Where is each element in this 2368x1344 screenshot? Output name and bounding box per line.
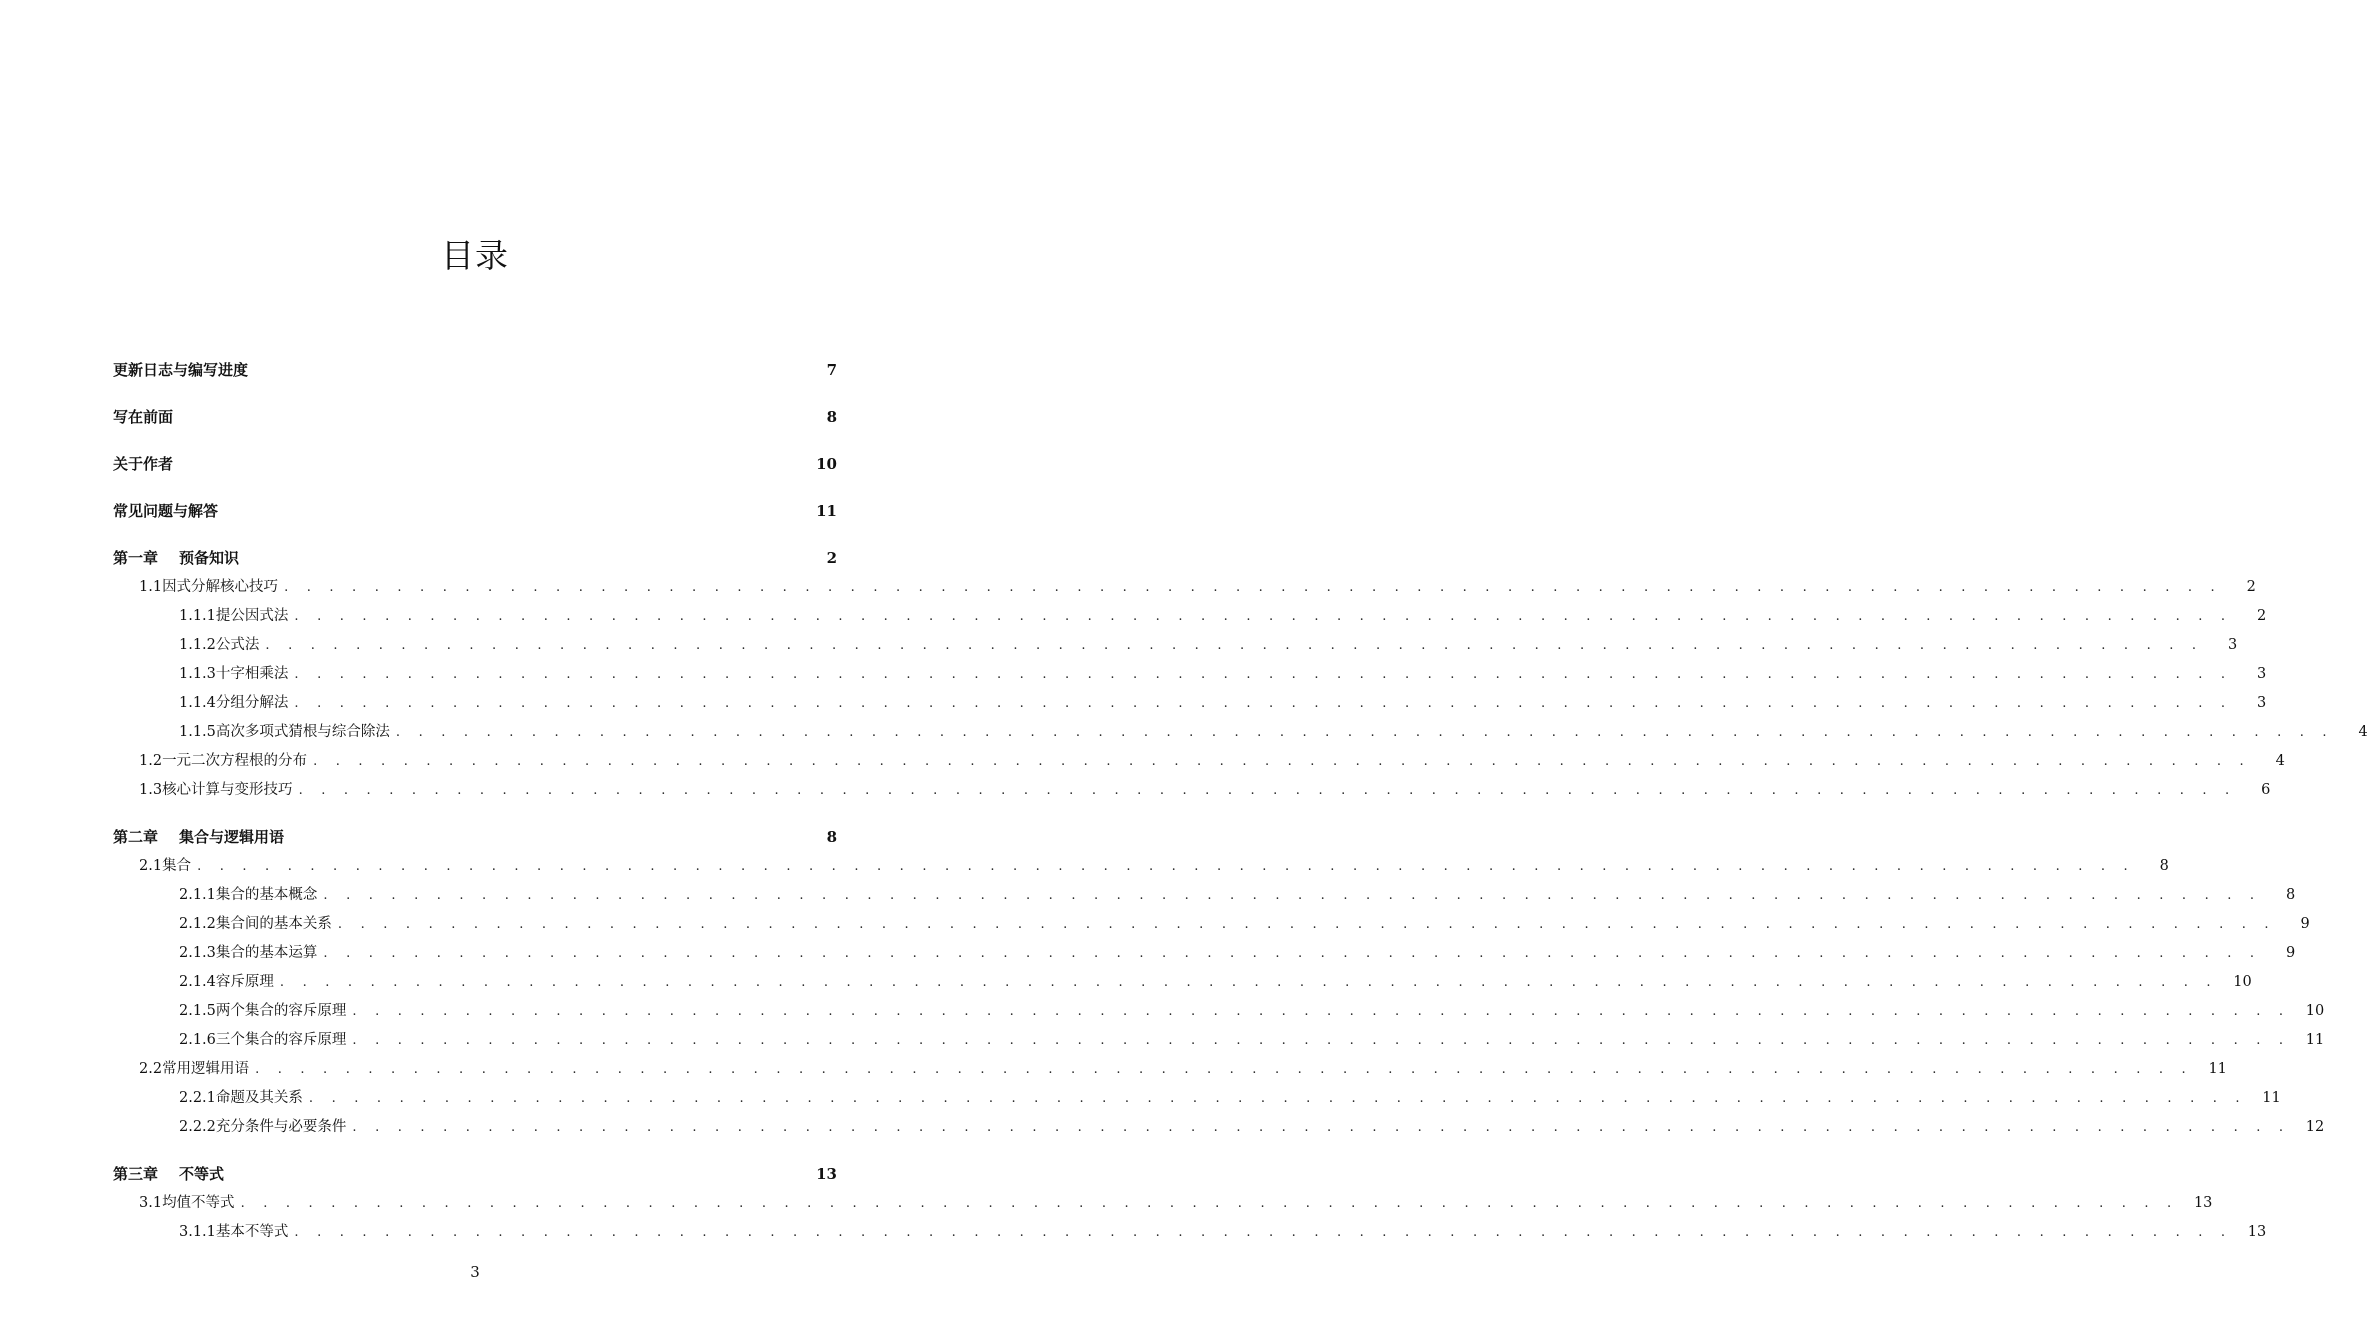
- toc-entry-subsection[interactable]: [113, 689, 2267, 718]
- toc-entry-subsection[interactable]: [113, 881, 2296, 910]
- dot-leader: . . . . . . . . . . . . . . . . . . . . . . . . . . . . . . . . . . . . . . . . . . . . . . . . . . . . . . . . . . . . . . . . . . . . . . . . . . . . . . . . . . . . . .: [298, 783, 2237, 798]
- dot-leader: . . . . . . . . . . . . . . . . . . . . . . . . . . . . . . . . . . . . . . . . . . . . . . . . . . . . . . . . . . . . . . . . . . . . . . . . . . . . . . . . . . . . . .: [284, 580, 2222, 595]
- toc-entry-section[interactable]: [113, 573, 2256, 602]
- dot-leader: . . . . . . . . . . . . . . . . . . . . . . . . . . . . . . . . . . . . . . . . . . . . . . . . . . . . . . . . . . . . . . . . . . . . . . . . . . . . . . . . . . . . . .: [294, 1225, 2233, 1240]
- toc-entry-page-number: 10: [816, 455, 837, 473]
- dot-leader: . . . . . . . . . . . . . . . . . . . . . . . . . . . . . . . . . . . . . . . . . . . . . . . . . . . . . . . . . . . . . . . . . . . . . . . . . . . . . . . . . . . . . .: [352, 1120, 2291, 1135]
- toc-entry-front-matter[interactable]: [113, 403, 837, 432]
- toc-section-number: 2.2: [139, 1061, 163, 1077]
- toc-section-number: 1.1: [139, 579, 163, 595]
- dot-leader: . . . . . . . . . . . . . . . . . . . . . . . . . . . . . . . . . . . . . . . . . . . . . . . . . . . . . . . . . . . . . . . . . . . . . . . . . . . . . . . . . . . . . .: [313, 754, 2251, 769]
- toc-entry-page-number: 8: [826, 408, 837, 426]
- toc-chapter-page-number: 13: [816, 1165, 837, 1183]
- toc-entry-front-matter[interactable]: [113, 356, 837, 385]
- toc-chapter-label: 预备知识: [179, 549, 240, 567]
- toc-section-number: 3.1: [139, 1195, 163, 1211]
- toc-subsection-page-number: 4: [2358, 724, 2368, 740]
- toc-subsection-label: 两个集合的容斥原理: [215, 1003, 347, 1019]
- toc-entry-page-number: 7: [826, 361, 837, 379]
- dot-leader: . . . . . . . . . . . . . . . . . . . . . . . . . . . . . . . . . . . . . . . . . . . . . . . . . . . . . . . . . . . . . . . . . . . . . . . . . . . . . . . . . . . . . .: [323, 946, 2262, 961]
- toc-subsection-label: 充分条件与必要条件: [215, 1119, 347, 1135]
- toc-subsection-page-number: 12: [2305, 1119, 2325, 1135]
- toc-entry-subsection[interactable]: [113, 631, 2238, 660]
- toc-section-number: 1.3: [139, 782, 163, 798]
- page-number-footer: 3: [470, 1263, 480, 1281]
- toc-subsection-label: 公式法: [215, 637, 260, 653]
- toc-subsection-label: 三个集合的容斥原理: [215, 1032, 347, 1048]
- toc-chapter-label: 不等式: [179, 1165, 225, 1183]
- dot-leader: . . . . . . . . . . . . . . . . . . . . . . . . . . . . . . . . . . . . . . . . . . . . . . . . . . . . . . . . . . . . . . . . . . . . . . . . . . . . . . . . . . . . . .: [337, 917, 2276, 932]
- toc-entry-chapter[interactable]: [113, 544, 837, 573]
- dot-leader: . . . . . . . . . . . . . . . . . . . . . . . . . . . . . . . . . . . . . . . . . . . . . . . . . . . . . . . . . . . . . . . . . . . . . . . . . . . . . . . . . . . . . .: [197, 859, 2135, 874]
- toc-subsection-label: 集合间的基本关系: [215, 916, 332, 932]
- dot-leader: . . . . . . . . . . . . . . . . . . . . . . . . . . . . . . . . . . . . . . . . . . . . . . . . . . . . . . . . . . . . . . . . . . . . . . . . . . . . . . . . . . . . . .: [352, 1033, 2291, 1048]
- toc-entry-subsection[interactable]: [113, 660, 2267, 689]
- toc-entry-label: 关于作者: [113, 455, 174, 473]
- dot-leader: . . . . . . . . . . . . . . . . . . . . . . . . . . . . . . . . . . . . . . . . . . . . . . . . . . . . . . . . . . . . . . . . . . . . . . . . . . . . . . . . . . . . . .: [255, 1062, 2193, 1077]
- dot-leader: . . . . . . . . . . . . . . . . . . . . . . . . . . . . . . . . . . . . . . . . . . . . . . . . . . . . . . . . . . . . . . . . . . . . . . . . . . . . . . . . . . . . . .: [265, 638, 2204, 653]
- toc-subsection-number: 3.1.1: [179, 1224, 216, 1240]
- toc-subsection-label: 提公因式法: [215, 608, 289, 624]
- toc-subsection-page-number: 11: [2262, 1090, 2281, 1106]
- toc-subsection-label: 基本不等式: [215, 1224, 289, 1240]
- toc-entry-subsection[interactable]: [113, 1084, 2281, 1113]
- toc-subsection-label: 命题及其关系: [215, 1090, 303, 1106]
- toc-entry-subsection[interactable]: [113, 718, 2368, 747]
- toc-section-label: 集合: [162, 858, 192, 874]
- dot-leader: . . . . . . . . . . . . . . . . . . . . . . . . . . . . . . . . . . . . . . . . . . . . . . . . . . . . . . . . . . . . . . . . . . . . . . . . . . . . . . . . . . . . . .: [395, 725, 2334, 740]
- toc-subsection-page-number: 9: [2300, 916, 2310, 932]
- toc-subsection-label: 高次多项式猜根与综合除法: [215, 724, 390, 740]
- toc-section-number: 1.2: [139, 753, 163, 769]
- toc-entry-chapter[interactable]: [113, 823, 837, 852]
- toc-subsection-number: 2.1.5: [179, 1003, 216, 1019]
- toc-subsection-number: 2.1.2: [179, 916, 216, 932]
- toc-entry-label: 常见问题与解答: [113, 502, 219, 520]
- toc-subsection-page-number: 10: [2305, 1003, 2325, 1019]
- toc-section-label: 均值不等式: [162, 1195, 235, 1211]
- toc-chapter-number: 第一章: [113, 549, 159, 567]
- toc-entry-subsection[interactable]: [113, 968, 2252, 997]
- toc-subsection-number: 1.1.2: [179, 637, 216, 653]
- toc-subsection-label: 集合的基本概念: [215, 887, 318, 903]
- toc-subsection-label: 集合的基本运算: [215, 945, 318, 961]
- toc-entry-front-matter[interactable]: [113, 497, 837, 526]
- dot-leader: . . . . . . . . . . . . . . . . . . . . . . . . . . . . . . . . . . . . . . . . . . . . . . . . . . . . . . . . . . . . . . . . . . . . . . . . . . . . . . . . . . . . . .: [352, 1004, 2291, 1019]
- toc-subsection-page-number: 10: [2233, 974, 2252, 990]
- toc-entry-chapter[interactable]: [113, 1160, 837, 1189]
- dot-leader: . . . . . . . . . . . . . . . . . . . . . . . . . . . . . . . . . . . . . . . . . . . . . . . . . . . . . . . . . . . . . . . . . . . . . . . . . . . . . . . . . . . . . .: [323, 888, 2262, 903]
- toc-section-label: 常用逻辑用语: [162, 1061, 250, 1077]
- toc-subsection-number: 2.1.1: [179, 887, 216, 903]
- toc-title: 目录: [441, 236, 509, 275]
- toc-entry-label: 写在前面: [113, 408, 174, 426]
- toc-entry-subsection[interactable]: [113, 1026, 2325, 1055]
- toc-section-page-number: 2: [2246, 579, 2256, 595]
- toc-entry-section[interactable]: [113, 852, 2169, 881]
- toc-subsection-number: 2.2.1: [179, 1090, 216, 1106]
- toc-entry-subsection[interactable]: [113, 1218, 2267, 1247]
- toc-entry-subsection[interactable]: [113, 1113, 2325, 1142]
- toc-entry-section[interactable]: [113, 1189, 2213, 1218]
- toc-section-page-number: 13: [2193, 1195, 2213, 1211]
- toc-subsection-label: 容斥原理: [215, 974, 274, 990]
- toc-entry-subsection[interactable]: [113, 910, 2310, 939]
- toc-section-page-number: 8: [2159, 858, 2169, 874]
- toc-section-label: 一元二次方程根的分布: [162, 753, 308, 769]
- toc-chapter-number: 第二章: [113, 828, 159, 846]
- toc-section-label: 核心计算与变形技巧: [162, 782, 293, 798]
- toc-subsection-label: 十字相乘法: [215, 666, 289, 682]
- toc-subsection-page-number: 3: [2257, 666, 2267, 682]
- toc-section-page-number: 4: [2275, 753, 2285, 769]
- toc-chapter-page-number: 2: [826, 549, 837, 567]
- toc-subsection-number: 2.1.6: [179, 1032, 216, 1048]
- toc-subsection-number: 1.1.3: [179, 666, 216, 682]
- toc-subsection-page-number: 9: [2286, 945, 2296, 961]
- toc-subsection-number: 2.1.4: [179, 974, 216, 990]
- dot-leader: . . . . . . . . . . . . . . . . . . . . . . . . . . . . . . . . . . . . . . . . . . . . . . . . . . . . . . . . . . . . . . . . . . . . . . . . . . . . . . . . . . . . . .: [240, 1196, 2179, 1211]
- toc-subsection-page-number: 11: [2305, 1032, 2325, 1048]
- toc-section-page-number: 6: [2261, 782, 2271, 798]
- toc-entry-section[interactable]: [113, 776, 2271, 805]
- toc-section-number: 2.1: [139, 858, 163, 874]
- dot-leader: . . . . . . . . . . . . . . . . . . . . . . . . . . . . . . . . . . . . . . . . . . . . . . . . . . . . . . . . . . . . . . . . . . . . . . . . . . . . . . . . . . . . . .: [294, 667, 2233, 682]
- toc-chapter-label: 集合与逻辑用语: [179, 828, 285, 846]
- dot-leader: . . . . . . . . . . . . . . . . . . . . . . . . . . . . . . . . . . . . . . . . . . . . . . . . . . . . . . . . . . . . . . . . . . . . . . . . . . . . . . . . . . . . . .: [294, 609, 2233, 624]
- toc-entry-front-matter[interactable]: [113, 450, 837, 479]
- toc-subsection-page-number: 13: [2247, 1224, 2267, 1240]
- toc-subsection-page-number: 3: [2228, 637, 2238, 653]
- dot-leader: . . . . . . . . . . . . . . . . . . . . . . . . . . . . . . . . . . . . . . . . . . . . . . . . . . . . . . . . . . . . . . . . . . . . . . . . . . . . . . . . . . . . . .: [294, 696, 2233, 711]
- chapter-spacer: [113, 1142, 837, 1160]
- toc-entry-subsection[interactable]: [113, 939, 2296, 968]
- toc-chapter-page-number: 8: [826, 828, 837, 846]
- toc-section-label: 因式分解核心技巧: [162, 579, 279, 595]
- toc-entry-subsection[interactable]: [113, 602, 2267, 631]
- toc-entry-label: 更新日志与编写进度: [113, 361, 249, 379]
- dot-leader: . . . . . . . . . . . . . . . . . . . . . . . . . . . . . . . . . . . . . . . . . . . . . . . . . . . . . . . . . . . . . . . . . . . . . . . . . . . . . . . . . . . . . .: [308, 1091, 2247, 1106]
- toc-subsection-number: 2.2.2: [179, 1119, 216, 1135]
- toc-entry-subsection[interactable]: [113, 997, 2325, 1026]
- toc-section-page-number: 11: [2208, 1061, 2227, 1077]
- toc-subsection-number: 1.1.5: [179, 724, 216, 740]
- dot-leader: . . . . . . . . . . . . . . . . . . . . . . . . . . . . . . . . . . . . . . . . . . . . . . . . . . . . . . . . . . . . . . . . . . . . . . . . . . . . . . . . . . . . . .: [279, 975, 2218, 990]
- toc-subsection-page-number: 3: [2257, 695, 2267, 711]
- toc-entry-page-number: 11: [816, 502, 837, 520]
- table-of-contents: [113, 356, 2368, 1247]
- toc-subsection-number: 2.1.3: [179, 945, 216, 961]
- toc-subsection-number: 1.1.1: [179, 608, 216, 624]
- toc-subsection-page-number: 2: [2257, 608, 2267, 624]
- toc-entry-section[interactable]: [113, 747, 2285, 776]
- toc-subsection-number: 1.1.4: [179, 695, 216, 711]
- toc-entry-section[interactable]: [113, 1055, 2227, 1084]
- toc-chapter-number: 第三章: [113, 1165, 159, 1183]
- toc-subsection-label: 分组分解法: [215, 695, 289, 711]
- toc-subsection-page-number: 8: [2286, 887, 2296, 903]
- chapter-spacer: [113, 805, 837, 823]
